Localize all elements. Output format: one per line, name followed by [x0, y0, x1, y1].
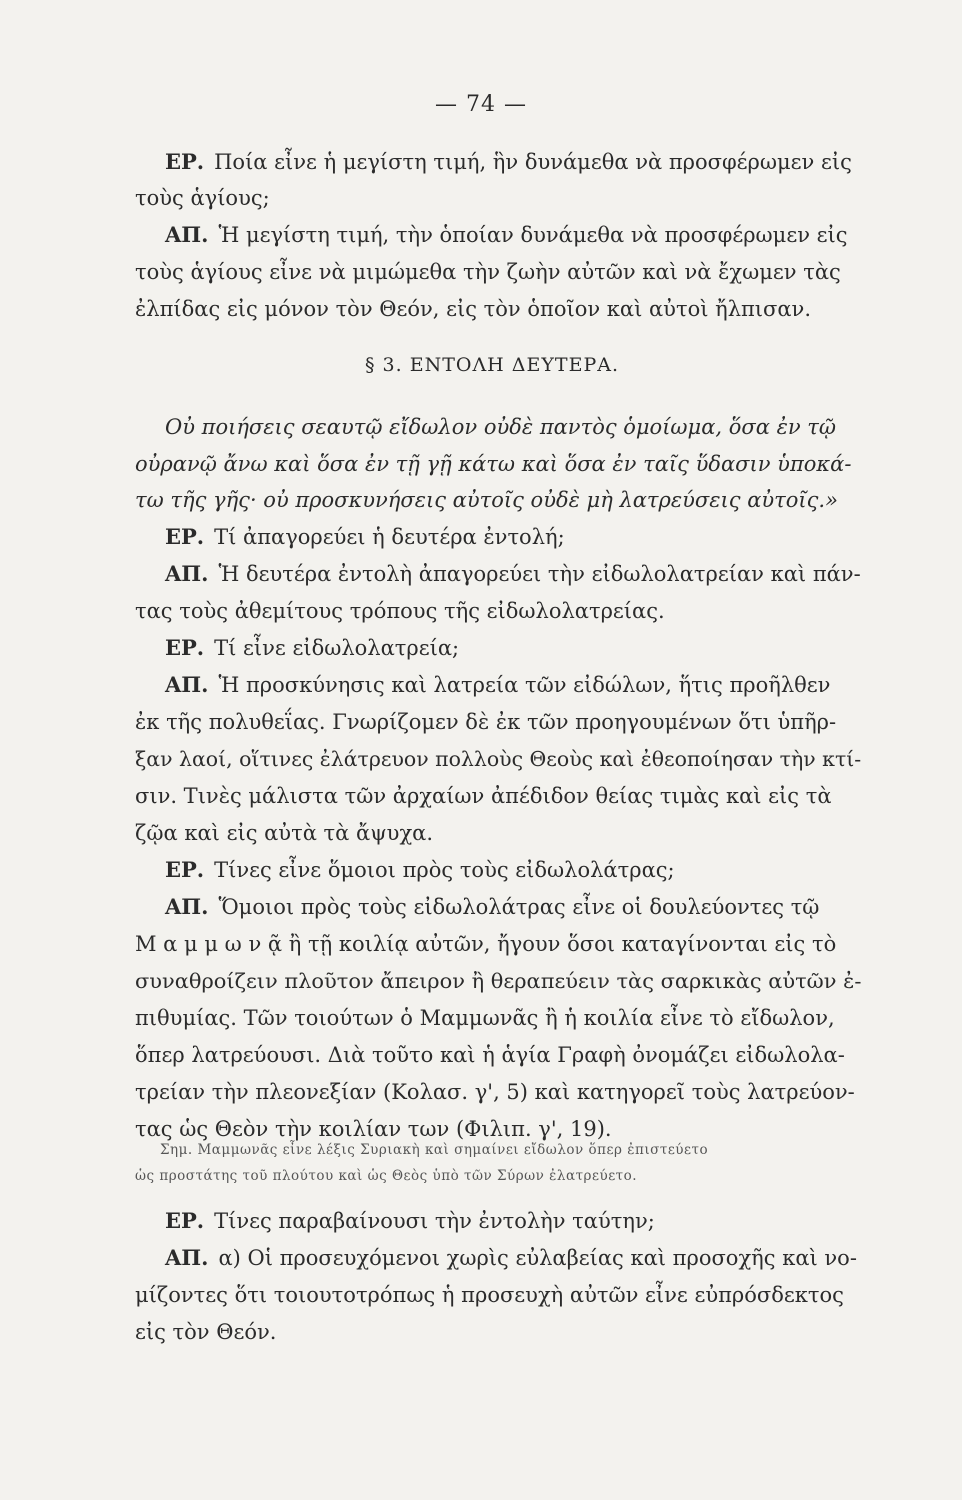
answer-line — [165, 559, 861, 589]
line-text: Τίνες παραβαίνουσι τὴν ἐντολὴν ταύτην; — [214, 1209, 655, 1233]
footnote-text: ὡς προστάτης τοῦ πλούτου καὶ ὡς Θεὸς ὑπὸ τῶν Σύρων ἐλατρεύετο. — [135, 1168, 638, 1184]
text-line — [135, 1317, 276, 1347]
scripture-line — [135, 449, 851, 479]
footnote-text: Σημ. Μαμμωνᾶς εἶνε λέξις Συριακὴ καὶ σημαίνει εἴδωλον ὅπερ ἐπιστεύετο — [160, 1142, 709, 1158]
line-text: τοὺς ἁγίους εἶνε νὰ μιμώμεθα τὴν ζωὴν αὐτῶν καὶ νὰ ἔχωμεν τὰς — [135, 260, 841, 284]
speaker-label: ΕΡ. — [165, 1208, 205, 1233]
text-line — [135, 596, 665, 626]
text-line — [135, 966, 861, 996]
line-text: τας τοὺς ἀθεμίτους τρόπους τῆς εἰδωλολατρείας. — [135, 599, 665, 623]
line-text: ἐκ τῆς πολυθεΐας. Γνωρίζομεν δὲ ἐκ τῶν προηγουμένων ὅτι ὑπῆρ- — [135, 710, 837, 734]
text-line — [135, 744, 861, 774]
line-text: τας ὡς Θεὸν τὴν κοιλίαν των (Φιλιπ. γ', 19). — [135, 1117, 612, 1141]
speaker-label: ΕΡ. — [165, 635, 205, 660]
question-line — [165, 147, 852, 177]
speaker-label: ΑΠ. — [165, 894, 209, 919]
line-text: Ἡ μεγίστη τιμή, τὴν ὁποίαν δυνάμεθα νὰ προσφέρωμεν εἰς — [218, 223, 848, 247]
speaker-label: ΕΡ. — [165, 857, 205, 882]
text-line — [135, 707, 836, 737]
line-text: πιθυμίας. Τῶν τοιούτων ὁ Μαμμωνᾶς ἢ ἡ κοιλία εἶνε τὸ εἴδωλον, — [135, 1006, 835, 1030]
footnote-line — [160, 1140, 708, 1160]
line-text: σιν. Τινὲς μάλιστα τῶν ἀρχαίων ἀπέδιδον θείας τιμὰς καὶ εἰς τὰ — [135, 784, 832, 808]
line-text: Ποία εἶνε ἡ μεγίστη τιμή, ἣν δυνάμεθα νὰ προσφέρωμεν εἰς — [214, 150, 852, 174]
speaker-label: ΑΠ. — [165, 561, 209, 586]
line-text: Οὐ ποιήσεις σεαυτῷ εἴδωλον οὐδὲ παντὸς ὁμοίωμα, ὅσα ἐν τῷ — [165, 415, 837, 439]
scripture-line — [165, 412, 836, 442]
line-text: ὅπερ λατρεύουσι. Διὰ τοῦτο καὶ ἡ ἁγία Γραφὴ ὀνομάζει εἰδωλολα- — [135, 1043, 845, 1067]
line-text: ξαν λαοί, οἵτινες ἐλάτρευον πολλοὺς Θεοὺς καὶ ἐθεοποίησαν τὴν κτί- — [135, 747, 862, 771]
text-line — [135, 294, 811, 324]
line-text: οὐρανῷ ἄνω καὶ ὅσα ἐν τῇ γῇ κάτω καὶ ὅσα ἐν ταῖς ὕδασιν ὑποκά- — [135, 452, 852, 476]
speaker-label: ΕΡ. — [165, 524, 205, 549]
line-text: Ἡ προσκύνησις καὶ λατρεία τῶν εἰδώλων, ἥτις προῆλθεν — [218, 673, 831, 697]
line-text: Τί ἀπαγορεύει ἡ δευτέρα ἐντολή; — [214, 525, 565, 549]
line-text: συναθροίζειν πλοῦτον ἄπειρον ἢ θεραπεύειν τὰς σαρκικὰς αὐτῶν ἐ- — [135, 969, 862, 993]
text-line — [135, 1040, 845, 1070]
line-text: Ὅμοιοι πρὸς τοὺς εἰδωλολάτρας εἶνε οἱ δουλεύοντες τῷ — [218, 895, 820, 919]
text-line — [135, 781, 832, 811]
text-line — [135, 929, 836, 959]
heading-text: § 3. ΕΝΤΟΛΗ ΔΕΥΤΕΡΑ. — [365, 354, 620, 376]
line-text: εἰς τὸν Θεόν. — [135, 1320, 277, 1344]
answer-line — [165, 670, 830, 700]
text-line — [135, 183, 270, 213]
line-text: Μ α μ μ ω ν ᾷ ἢ τῇ κοιλίᾳ αὐτῶν, ἤγουν ὅσοι καταγίνονται εἰς τὸ — [135, 932, 837, 956]
line-text: Ἡ δευτέρα ἐντολὴ ἀπαγορεύει τὴν εἰδωλολατρείαν καὶ πάν- — [218, 562, 861, 586]
footnote-line — [135, 1166, 637, 1186]
speaker-label: ΑΠ. — [165, 672, 209, 697]
scripture-line — [135, 485, 838, 515]
speaker-label: ΑΠ. — [165, 1245, 209, 1270]
answer-line — [165, 220, 848, 250]
line-text: Τί εἶνε εἰδωλολατρεία; — [214, 636, 460, 660]
text-line — [135, 1077, 855, 1107]
line-text: ζῷα καὶ εἰς αὐτὰ τὰ ἄψυχα. — [135, 821, 434, 845]
text-line — [135, 1280, 844, 1310]
section-heading — [365, 350, 619, 380]
page-number: — 74 — — [435, 92, 527, 117]
question-line — [165, 522, 565, 552]
line-text: μίζοντες ὅτι τοιουτοτρόπως ἡ προσευχὴ αὐτῶν εἶνε εὐπρόσδεκτος — [135, 1283, 844, 1307]
speaker-label: ΕΡ. — [165, 149, 205, 174]
question-line — [165, 1206, 655, 1236]
text-line — [135, 257, 841, 287]
line-text: τοὺς ἁγίους; — [135, 186, 270, 210]
text-line — [135, 1003, 835, 1033]
text-line — [135, 818, 433, 848]
question-line — [165, 633, 459, 663]
line-text: Τίνες εἶνε ὅμοιοι πρὸς τοὺς εἰδωλολάτρας; — [214, 858, 675, 882]
answer-line — [165, 892, 819, 922]
question-line — [165, 855, 675, 885]
answer-line — [165, 1243, 857, 1273]
line-text: τρείαν τὴν πλεονεξίαν (Κολασ. γ', 5) καὶ κατηγορεῖ τοὺς λατρεύον- — [135, 1080, 855, 1104]
speaker-label: ΑΠ. — [165, 222, 209, 247]
line-text: α) Οἱ προσευχόμενοι χωρὶς εὐλαβείας καὶ προσοχῆς καὶ νο- — [218, 1246, 857, 1270]
line-text: τω τῆς γῆς· οὐ προσκυνήσεις αὐτοῖς οὐδὲ μὴ λατρεύσεις αὐτοῖς.» — [135, 488, 838, 512]
line-text: ἐλπίδας εἰς μόνον τὸν Θεόν, εἰς τὸν ὁποῖον καὶ αὐτοὶ ἤλπισαν. — [135, 297, 811, 321]
